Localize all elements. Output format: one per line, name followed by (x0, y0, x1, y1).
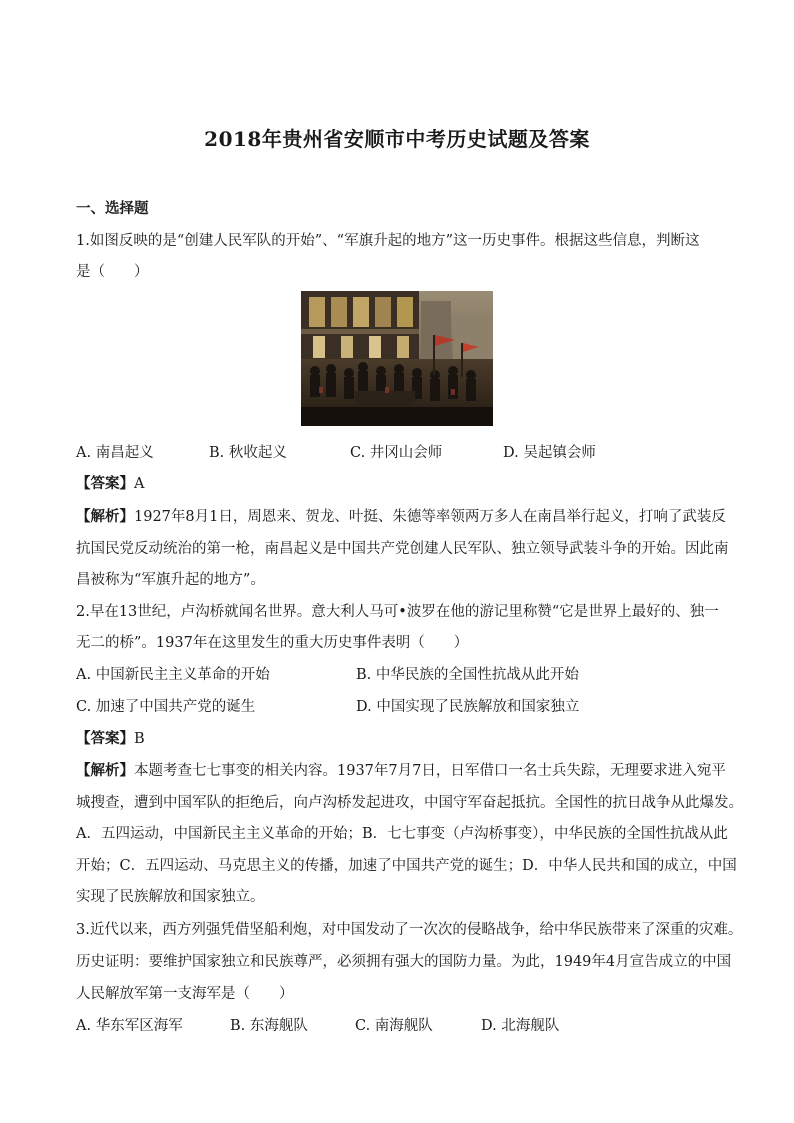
question-2-stem-line-1: 2.早在13世纪，卢沟桥就闻名世界。意大利人马可•波罗在他的游记里称赞“它是世界上最好的、独一 (76, 604, 719, 620)
question-1-analysis-line-2: 抗国民党反动统治的第一枪，南昌起义是中国共产党创建人民军队、独立领导武装斗争的开始。因此南 (76, 541, 729, 557)
question-1-option-d[interactable]: D. 吴起镇会师 (503, 445, 596, 461)
question-3-stem-line-2: 历史证明：要维护国家独立和民族尊严，必须拥有强大的国防力量。为此，1949年4月宣告成立的中国 (76, 954, 732, 970)
question-1-stem-line-2: 是（ ） (76, 264, 149, 280)
question-1-analysis-line-3: 昌被称为“军旗升起的地方”。 (76, 572, 265, 588)
question-2-analysis-line-4: 开始；C．五四运动、马克思主义的传播，加速了中国共产党的诞生；D．中华人民共和国的成立，中国 (76, 858, 737, 874)
document-title: 2018年贵州省安顺市中考历史试题及答案 (204, 127, 590, 151)
question-2-analysis-line-3: A．五四运动，中国新民主主义革命的开始；B．七七事变（卢沟桥事变），中华民族的全国性抗战从此 (76, 826, 728, 842)
section-heading: 一、选择题 (76, 200, 149, 217)
question-3-option-b[interactable]: B. 东海舰队 (230, 1018, 308, 1034)
answer-value: A (134, 476, 145, 492)
question-2-stem-line-2: 无二的桥”。1937年在这里发生的重大历史事件表明（ ） (76, 635, 469, 651)
question-2-answer (76, 727, 145, 748)
question-2-option-c[interactable]: C. 加速了中国共产党的诞生 (76, 699, 256, 715)
question-2-option-a[interactable]: A. 中国新民主主义革命的开始 (76, 667, 270, 683)
question-1-option-a[interactable]: A. 南昌起义 (76, 445, 154, 461)
question-1-painting (301, 291, 493, 426)
question-2-analysis-line-1 (76, 759, 726, 780)
answer-label: 【答案】 (76, 475, 134, 492)
question-2-option-d[interactable]: D. 中国实现了民族解放和国家独立 (356, 699, 580, 715)
question-2-analysis-line-2: 城搜查，遭到中国军队的拒绝后，向卢沟桥发起进攻，中国守军奋起抵抗。全国性的抗日战争从此爆发。 (76, 795, 743, 811)
question-1-option-c[interactable]: C. 井冈山会师 (350, 445, 443, 461)
analysis-text: 1927年8月1日，周恩来、贺龙、叶挺、朱德等率领两万多人在南昌举行起义，打响了武装反 (134, 509, 726, 525)
question-3-option-d[interactable]: D. 北海舰队 (481, 1018, 560, 1034)
question-1-answer (76, 472, 144, 493)
question-1-option-b[interactable]: B. 秋收起义 (209, 445, 287, 461)
answer-label: 【答案】 (76, 730, 134, 747)
analysis-label: 【解析】 (76, 508, 134, 525)
answer-value: B (134, 731, 145, 747)
question-3-option-a[interactable]: A. 华东军区海军 (76, 1018, 183, 1034)
question-3-option-c[interactable]: C. 南海舰队 (355, 1018, 433, 1034)
analysis-label: 【解析】 (76, 762, 134, 779)
question-3-stem-line-3: 人民解放军第一支海军是（ ） (76, 986, 294, 1002)
question-3-stem-line-1: 3.近代以来，西方列强凭借坚船利炮，对中国发动了一次次的侵略战争，给中华民族带来了深重的灾难。 (76, 922, 743, 938)
question-2-option-b[interactable]: B. 中华民族的全国性抗战从此开始 (356, 667, 579, 683)
analysis-text: 本题考查七七事变的相关内容。1937年7月7日，日军借口一名士兵失踪，无理要求进入宛平 (134, 763, 726, 779)
question-1-analysis-line-1 (76, 505, 726, 526)
question-2-analysis-line-5: 实现了民族解放和国家独立。 (76, 889, 265, 905)
question-1-stem-line-1: 1.如图反映的是“创建人民军队的开始”、“军旗升起的地方”这一历史事件。根据这些信息，判断这 (76, 233, 700, 249)
